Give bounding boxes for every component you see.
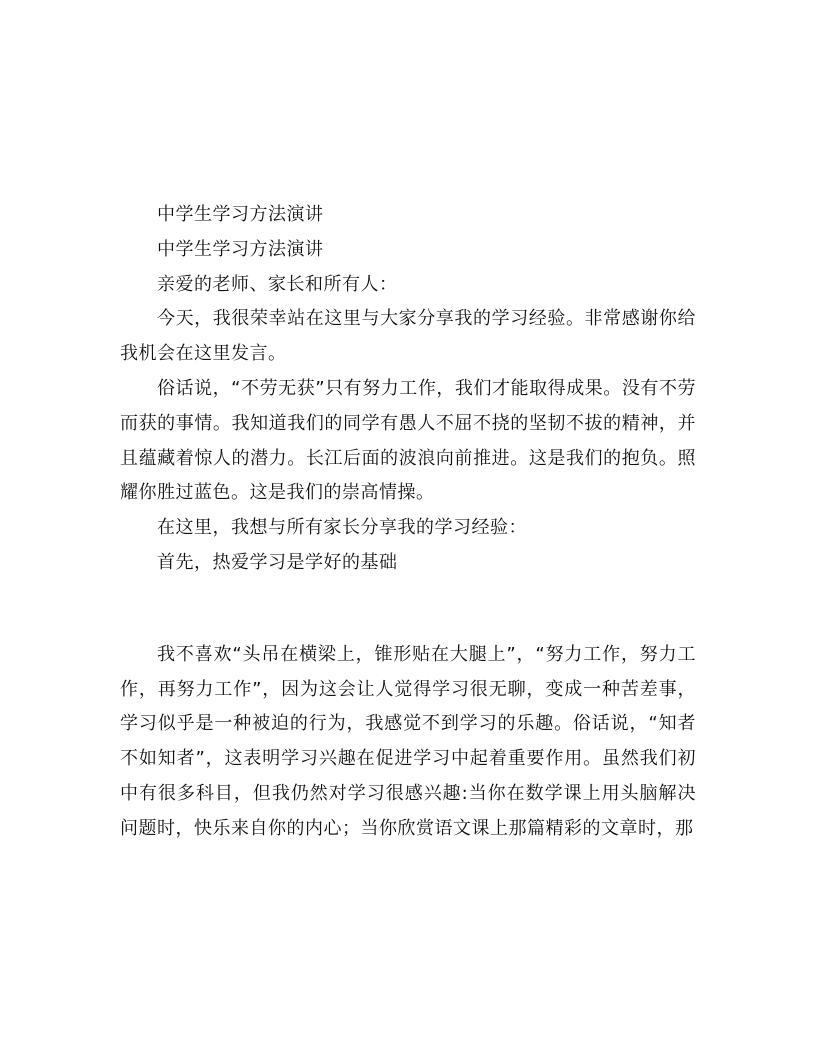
- paragraph-share-intro: 在这里，我想与所有家长分享我的学习经验：: [157, 517, 527, 539]
- paragraph-gap: [120, 581, 696, 638]
- paragraph-proverb: 俗话说，“不劳无获”只有努力工作，我们才能取得成果。没有不劳而获的事情。我知道我们的同学有愚人不屈不挠的坚韧不拔的精神，并且蕴藏着惊人的潜力。长江后面的波浪向前推进。这是我们的抱负。照耀你胜过蓝色。这是我们的崇高情操。: [120, 377, 696, 504]
- paragraph-section-heading: 首先，热爱学习是学好的基础: [157, 551, 398, 573]
- document-body: [120, 198, 696, 847]
- paragraph-subtitle: 中学生学习方法演讲: [157, 238, 324, 260]
- paragraph-interest: 我不喜欢“头吊在横梁上，锥形贴在大腿上”，“努力工作，努力工作，再努力工作”，因为这会让人觉得学习很无聊，变成一种苦差事，学习似乎是一种被迫的行为，我感觉不到学习的乐趣。俗话说，“知者不如知者”，这表明学习兴趣在促进学习中起着重要作用。虽然我们初中有很多科目，但我仍然对学习很感兴趣:当你在数学课上用头脑解决问题时，快乐来自你的内心；当你欣赏语文课上那篇精彩的文章时，那: [120, 643, 696, 839]
- document-title: 中学生学习方法演讲: [157, 204, 324, 225]
- paragraph-salutation: 亲爱的老师、家长和所有人：: [157, 273, 398, 295]
- paragraph-opening: 今天，我很荣幸站在这里与大家分享我的学习经验。非常感谢你给我机会在这里发言。: [120, 308, 696, 365]
